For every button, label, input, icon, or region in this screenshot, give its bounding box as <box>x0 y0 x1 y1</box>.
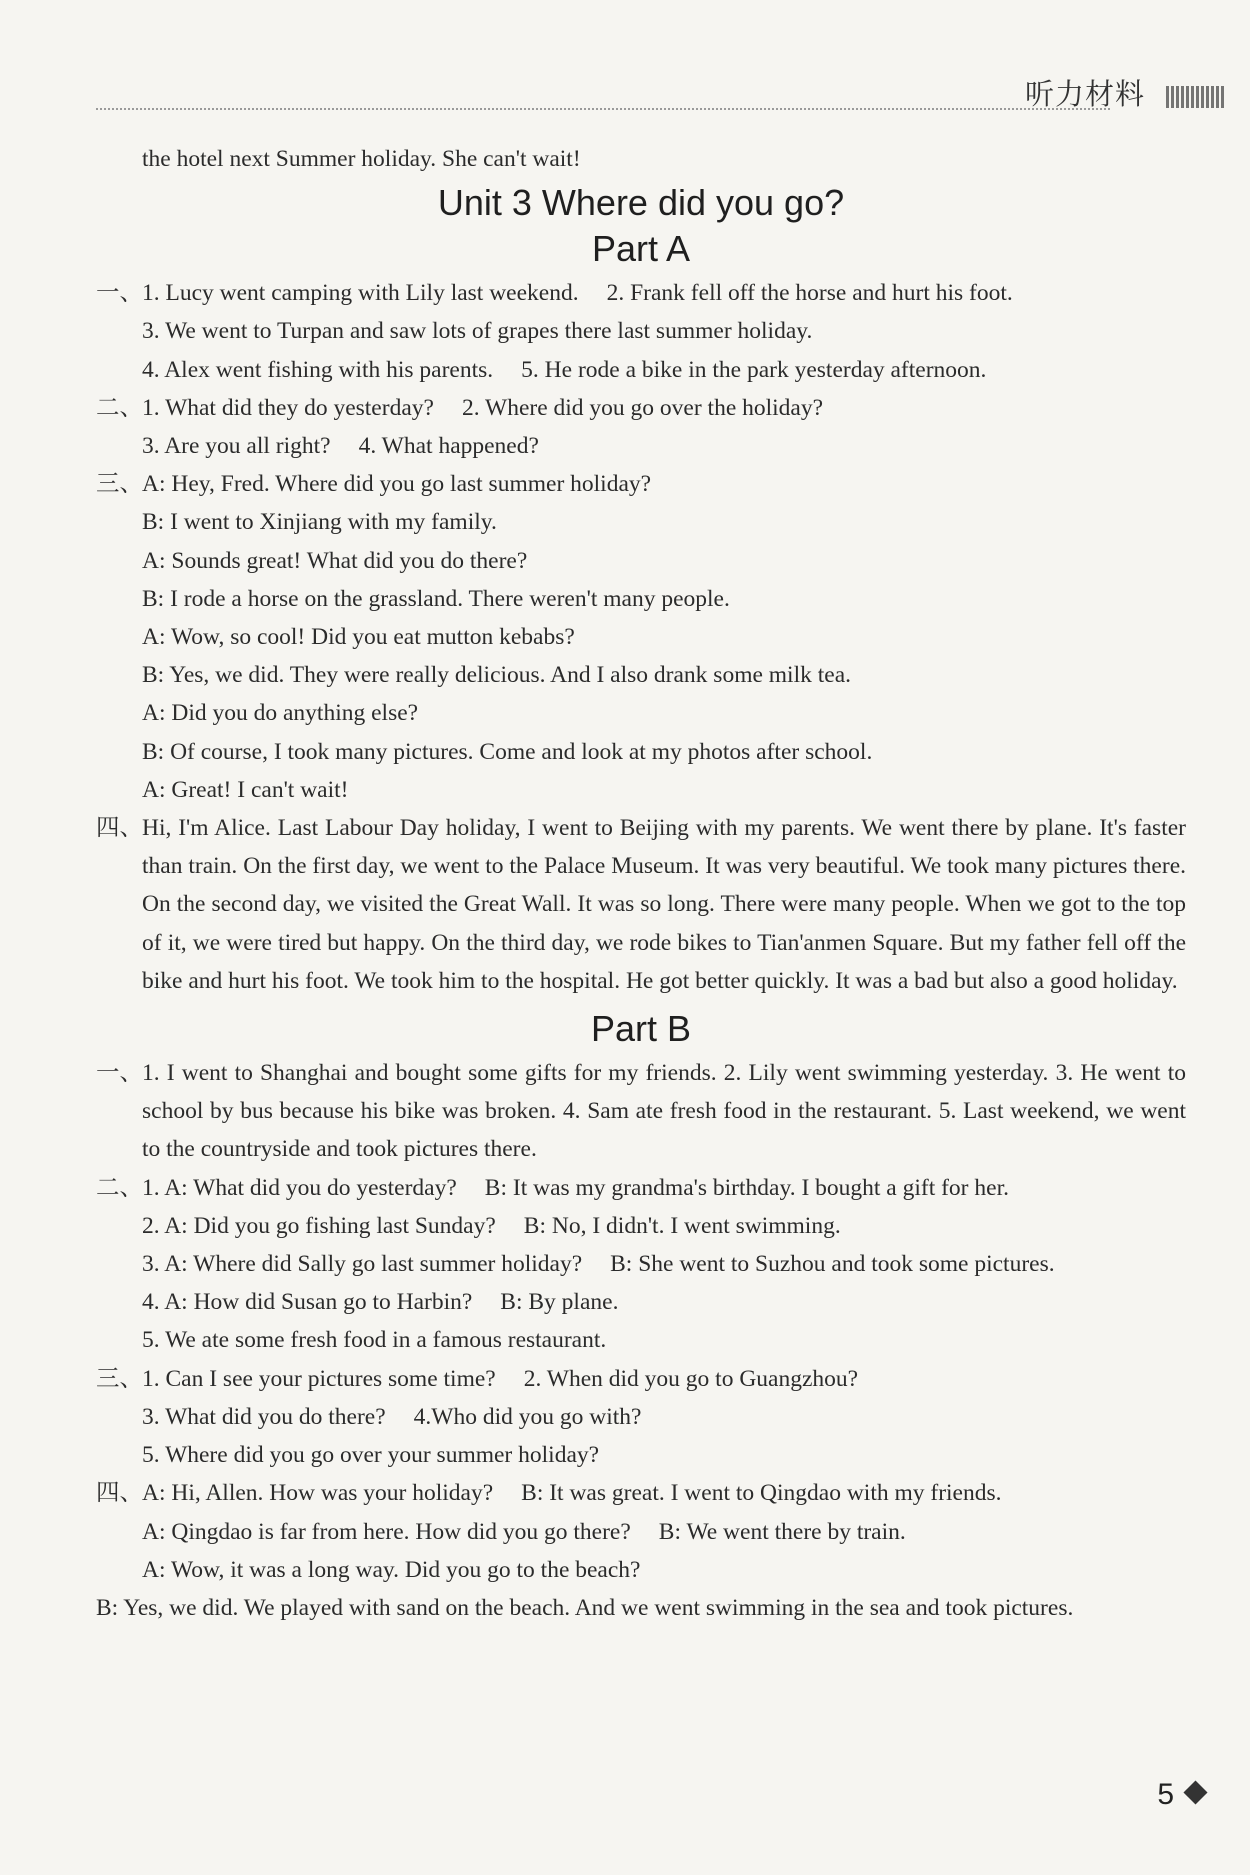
partB-s3-line2: 3. What did you do there? 4.Who did you go with? <box>142 1403 642 1430</box>
part-b-title: Part B <box>590 1008 692 1050</box>
partA-s1-line3: 4. Alex went fishing with his parents. 5. He rode a bike in the park yesterday afternoon. <box>142 356 987 383</box>
diamond-icon <box>1183 1780 1207 1804</box>
partA-s3-line8: B: Of course, I took many pictures. Come and look at my photos after school. <box>142 738 873 765</box>
partA-s3-line4: B: I rode a horse on the grassland. There weren't many people. <box>142 585 730 612</box>
partA-s4-paragraph: 四、Hi, I'm Alice. Last Labour Day holiday, I went to Beijing with my parents. We went there by plane. It's faster than train. On the first day, we went to the Palace Museum. It was very beautiful. We took many pictures there. On the second day, we visited the Great Wall. It was so long. There were many people. When we got to the top of it, we were tired but happy. On the third day, we rode bikes to Tian'anmen Square. But my father fell off the bike and hurt his foot. We took him to the hospital. He got better quickly. It was a bad but also a good holiday. <box>96 815 1186 994</box>
partB-s2-line5: 5. We ate some fresh food in a famous restaurant. <box>142 1327 607 1354</box>
partB-s3-line1: 三、1. Can I see your pictures some time? 2. When did you go to Guangzhou? <box>96 1365 859 1392</box>
partA-s2-line2: 3. Are you all right? 4. What happened? <box>142 433 539 460</box>
part-a-title: Part A <box>591 228 691 270</box>
partB-s4-line3: A: Wow, it was a long way. Did you go to the beach? <box>142 1556 641 1583</box>
partA-s3-line5: A: Wow, so cool! Did you eat mutton kebabs? <box>142 624 575 651</box>
header-rule <box>96 108 1110 110</box>
partB-s2-line2: 2. A: Did you go fishing last Sunday? B: No, I didn't. I went swimming. <box>142 1212 841 1239</box>
partB-s4-line4: B: Yes, we did. We played with sand on the beach. And we went swimming in the sea and took pictures. <box>96 1594 1074 1621</box>
intro-line: the hotel next Summer holiday. She can't wait! <box>142 146 581 172</box>
partA-s3-line1: 三、A: Hey, Fred. Where did you go last summer holiday? <box>96 471 652 498</box>
partA-s3-line3: A: Sounds great! What did you do there? <box>142 547 528 574</box>
header-title: 听力材料 <box>1024 77 1145 111</box>
content <box>96 140 1186 1627</box>
partA-s3-line7: A: Did you do anything else? <box>142 700 419 727</box>
partB-s2-line4: 4. A: How did Susan go to Harbin? B: By plane. <box>142 1289 619 1316</box>
partB-s1-paragraph: 一、1. I went to Shanghai and bought some gifts for my friends. 2. Lily went swimming yesterday. 3. He went to school by bus because his bike was broken. 4. Sam ate fresh food in the restaurant. 5. Last weekend, we went to the countryside and took pictures there. <box>96 1060 1186 1163</box>
partA-s3-line2: B: I went to Xinjiang with my family. <box>142 509 497 536</box>
partB-s2-line1: 二、1. A: What did you do yesterday? B: It was my grandma's birthday. I bought a gift for her. <box>96 1174 1009 1201</box>
partB-s3-line3: 5. Where did you go over your summer holiday? <box>142 1442 600 1469</box>
partA-s3-line6: B: Yes, we did. They were really delicious. And I also drank some milk tea. <box>142 662 852 689</box>
partA-s1-line2: 3. We went to Turpan and saw lots of grapes there last summer holiday. <box>142 318 813 345</box>
partB-s4-line2: A: Qingdao is far from here. How did you go there? B: We went there by train. <box>142 1518 906 1545</box>
partA-s1-line1: 一、1. Lucy went camping with Lily last weekend. 2. Frank fell off the horse and hurt his foot. <box>96 280 1013 307</box>
partB-s4-line1: 四、A: Hi, Allen. How was your holiday? B: It was great. I went to Qingdao with my friends. <box>96 1480 1002 1507</box>
partB-s2-line3: 3. A: Where did Sally go last summer holiday? B: She went to Suzhou and took some pictures. <box>142 1251 1055 1278</box>
partA-s3-line9: A: Great! I can't wait! <box>142 776 349 803</box>
header-bars-decoration <box>1166 86 1224 108</box>
page-number: 5 <box>1157 1778 1174 1811</box>
partA-s2-line1: 二、1. What did they do yesterday? 2. Where did you go over the holiday? <box>96 394 824 421</box>
unit-title: Unit 3 Where did you go? <box>437 182 845 224</box>
